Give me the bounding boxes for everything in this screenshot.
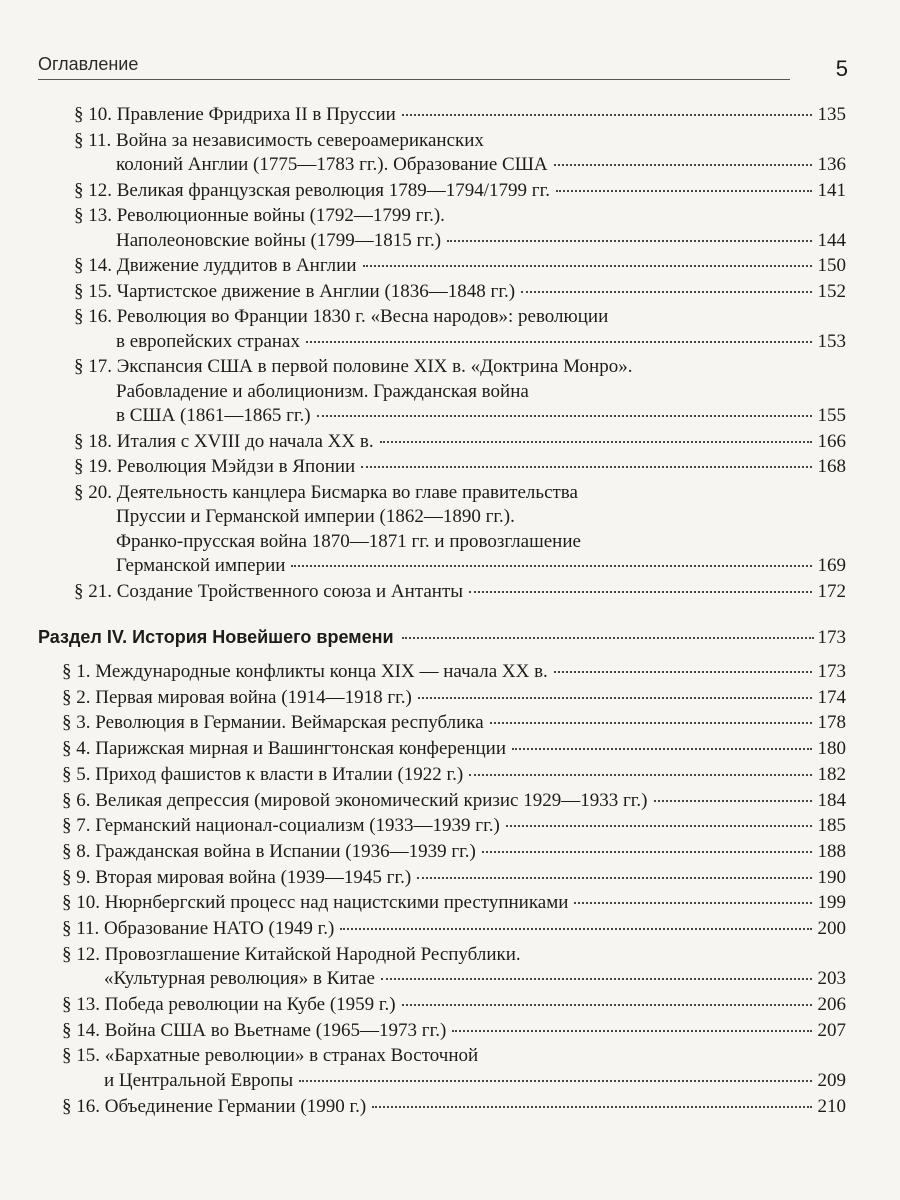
toc-page-number: 207 bbox=[817, 1019, 846, 1041]
dot-leader bbox=[363, 264, 812, 267]
toc-entry-text: § 3. Революция в Германии. Веймарская республика bbox=[62, 712, 484, 734]
dot-leader bbox=[452, 1029, 811, 1032]
toc-entry-text: § 1. Международные конфликты конца XIX — начала XX в. bbox=[62, 661, 548, 682]
dot-leader bbox=[418, 696, 812, 699]
toc-entry-text: § 4. Парижская мирная и Вашингтонская конференции bbox=[62, 738, 507, 760]
toc-entry-last-line bbox=[62, 660, 846, 685]
toc-entry-text: § 13. Революционные войны (1792—1799 гг.). bbox=[74, 205, 445, 226]
toc-entry bbox=[62, 686, 846, 711]
toc-page-number: 166 bbox=[817, 430, 846, 452]
section-page-number: 173 bbox=[817, 627, 846, 648]
toc-page-number: 135 bbox=[817, 104, 846, 125]
running-head-title: Оглавление bbox=[38, 54, 139, 74]
toc-entry bbox=[62, 993, 846, 1018]
toc-entry-last-line bbox=[62, 967, 846, 992]
toc-entry-last-line bbox=[62, 1069, 846, 1094]
toc-entry bbox=[62, 840, 846, 865]
toc-entry bbox=[74, 355, 846, 429]
dot-leader bbox=[317, 414, 812, 417]
toc-entry-last-line bbox=[62, 1095, 846, 1120]
toc-entry-text: § 12. Провозглашение Китайской Народной Республики. bbox=[62, 943, 521, 965]
toc-entry bbox=[62, 943, 846, 992]
toc-entry-last-line bbox=[62, 917, 846, 942]
dot-leader bbox=[306, 340, 812, 343]
dot-leader bbox=[417, 876, 811, 879]
toc-entry-last-line bbox=[74, 330, 846, 355]
toc-page-number: 155 bbox=[817, 405, 846, 426]
dot-leader bbox=[291, 564, 811, 567]
dot-leader bbox=[469, 590, 811, 593]
toc-entry-last-line bbox=[62, 1019, 846, 1044]
toc-entry-text: Франко-прусская война 1870—1871 гг. и провозглашение bbox=[116, 530, 581, 552]
toc-page-number: 178 bbox=[817, 712, 846, 734]
toc-entry bbox=[62, 917, 846, 942]
toc-page-number: 210 bbox=[817, 1095, 846, 1117]
toc-entry bbox=[74, 280, 846, 305]
dot-leader bbox=[506, 824, 812, 827]
toc-entry-text: § 15. «Бархатные революции» в странах Восточной bbox=[62, 1045, 479, 1067]
dot-leader bbox=[381, 977, 812, 980]
toc-entry bbox=[74, 305, 846, 354]
toc-entry-text: § 11. Война за независимость североамериканских bbox=[74, 129, 484, 151]
toc-entry-text: Рабовладение и аболиционизм. Гражданская война bbox=[116, 380, 529, 402]
toc-entry bbox=[74, 179, 846, 204]
dot-leader bbox=[556, 189, 811, 192]
toc-entry-last-line bbox=[74, 229, 846, 254]
toc-entry bbox=[74, 430, 846, 455]
toc-entry-last-line bbox=[62, 686, 846, 711]
toc-entry-last-line bbox=[62, 891, 846, 916]
dot-leader bbox=[372, 1105, 811, 1108]
dot-leader bbox=[402, 1003, 812, 1006]
toc-page-number: 169 bbox=[817, 555, 846, 576]
toc-entry-text: § 20. Деятельность канцлера Бисмарка во главе правительства bbox=[74, 481, 578, 503]
toc-entry-last-line bbox=[74, 254, 846, 279]
toc-page-number: 209 bbox=[817, 1069, 846, 1091]
toc-entry-text: § 21. Создание Тройственного союза и Антанты bbox=[74, 580, 464, 602]
toc-page-number: 190 bbox=[817, 866, 846, 888]
toc-entry bbox=[62, 814, 846, 839]
toc-entry-text: § 2. Первая мировая война (1914—1918 гг.) bbox=[62, 686, 412, 708]
toc-entry-text: § 7. Германский национал-социализм (1933—1939 гг.) bbox=[62, 815, 500, 837]
toc-entry-text: § 13. Победа революции на Кубе (1959 г.) bbox=[62, 993, 396, 1015]
toc-entry-text: § 5. Приход фашистов к власти в Италии (1922 г.) bbox=[62, 763, 464, 785]
toc-entry-text: в США (1861—1865 гг.) bbox=[116, 405, 311, 426]
dot-leader bbox=[361, 465, 811, 468]
toc-entry-text: и Центральной Европы bbox=[104, 1069, 294, 1091]
page-number: 5 bbox=[835, 56, 848, 81]
toc-entry-text: Пруссии и Германской империи (1862—1890 гг.). bbox=[116, 506, 515, 527]
section-title: Раздел IV. История Новейшего времени bbox=[38, 627, 394, 647]
toc-page-number: 174 bbox=[817, 686, 846, 708]
toc-entry-last-line bbox=[62, 840, 846, 865]
toc-entry-text: § 12. Великая французская революция 1789—1794/1799 гг. bbox=[74, 179, 551, 201]
toc-entry bbox=[62, 711, 846, 736]
toc-entry-last-line bbox=[74, 455, 846, 480]
dot-leader bbox=[482, 850, 812, 853]
toc-entry bbox=[62, 737, 846, 762]
toc-page-number: 172 bbox=[817, 580, 846, 602]
toc-entry-text: § 10. Нюрнбергский процесс над нацистскими преступниками bbox=[62, 892, 569, 914]
toc-entry bbox=[62, 1044, 846, 1093]
page-header bbox=[38, 54, 850, 84]
toc-entry bbox=[74, 455, 846, 480]
toc-entry bbox=[62, 891, 846, 916]
toc-entry-text: § 11. Образование НАТО (1949 г.) bbox=[62, 918, 335, 939]
dot-leader bbox=[554, 163, 812, 166]
dot-leader bbox=[490, 721, 812, 724]
toc-entry bbox=[62, 866, 846, 891]
toc-entry-text: § 6. Великая депрессия (мировой экономический кризис 1929—1933 гг.) bbox=[62, 789, 648, 811]
toc-entry-last-line bbox=[62, 737, 846, 762]
toc-entry-last-line bbox=[74, 554, 846, 579]
toc-entry-text: § 9. Вторая мировая война (1939—1945 гг.) bbox=[62, 866, 412, 888]
toc-entry-last-line bbox=[62, 814, 846, 839]
toc-entry bbox=[62, 763, 846, 788]
toc-entry bbox=[62, 1095, 846, 1120]
toc-entry-text: Наполеоновские войны (1799—1815 гг.) bbox=[116, 229, 442, 251]
toc-page-number: 180 bbox=[817, 738, 846, 760]
toc-page-number: 206 bbox=[817, 993, 846, 1015]
toc-page-number: 141 bbox=[817, 179, 846, 201]
toc-entry-text: § 8. Гражданская война в Испании (1936—1939 гг.) bbox=[62, 840, 476, 862]
toc-entry bbox=[74, 204, 846, 253]
toc-entry bbox=[74, 129, 846, 178]
toc-entry-last-line bbox=[74, 103, 846, 128]
toc-entry bbox=[62, 1019, 846, 1044]
toc-entry-text: в европейских странах bbox=[116, 330, 300, 352]
toc-page-number: 200 bbox=[817, 918, 846, 939]
toc-entry-text: § 17. Экспансия США в первой половине XIX в. «Доктрина Монро». bbox=[74, 356, 633, 377]
dot-leader bbox=[512, 747, 811, 750]
toc-entry-last-line bbox=[74, 153, 846, 178]
toc-entry-last-line bbox=[62, 993, 846, 1018]
toc-page-number: 199 bbox=[817, 892, 846, 914]
dot-leader bbox=[402, 636, 814, 639]
toc-entry-text: Германской империи bbox=[116, 555, 286, 576]
toc-entry-text: § 18. Италия с XVIII до начала XX в. bbox=[74, 430, 374, 452]
dot-leader bbox=[469, 773, 811, 776]
toc-entry-last-line bbox=[62, 789, 846, 814]
toc-entry-text: колоний Англии (1775—1783 гг.). Образование США bbox=[116, 154, 548, 175]
toc-page-number: 185 bbox=[817, 815, 846, 837]
toc-page-number: 184 bbox=[817, 789, 846, 811]
toc-entry bbox=[74, 580, 846, 605]
toc-page-number: 152 bbox=[817, 280, 846, 302]
dot-leader bbox=[380, 440, 812, 443]
toc-page-number: 168 bbox=[817, 456, 846, 477]
toc-entry-text: § 10. Правление Фридриха II в Пруссии bbox=[74, 104, 396, 125]
dot-leader bbox=[574, 901, 811, 904]
toc-entry-text: «Культурная революция» в Китае bbox=[104, 968, 375, 990]
toc-page-number: 203 bbox=[817, 968, 846, 990]
header-rule bbox=[38, 79, 790, 80]
toc-entry-last-line bbox=[74, 280, 846, 305]
toc-entry-text: § 19. Революция Мэйдзи в Японии bbox=[74, 456, 356, 477]
toc-entry-last-line bbox=[74, 404, 846, 429]
dot-leader bbox=[521, 290, 811, 293]
toc-entry-text: § 15. Чартистское движение в Англии (1836—1848 гг.) bbox=[74, 280, 516, 302]
toc-page-number: 173 bbox=[817, 661, 846, 682]
dot-leader bbox=[402, 113, 812, 116]
toc-entry bbox=[74, 481, 846, 579]
toc-entry-last-line bbox=[74, 430, 846, 455]
toc-page-number: 188 bbox=[817, 840, 846, 862]
toc-entry-text: § 16. Революция во Франции 1830 г. «Весна народов»: революции bbox=[74, 306, 609, 327]
toc-entry bbox=[62, 789, 846, 814]
toc-entry-last-line bbox=[62, 866, 846, 891]
toc-page-number: 182 bbox=[817, 763, 846, 785]
toc-page-number: 153 bbox=[817, 330, 846, 352]
dot-leader bbox=[299, 1079, 811, 1082]
dot-leader bbox=[554, 670, 812, 673]
toc-entry-text: § 16. Объединение Германии (1990 г.) bbox=[62, 1095, 367, 1117]
toc-page-number: 150 bbox=[817, 255, 846, 276]
toc-entry-text: § 14. Война США во Вьетнаме (1965—1973 гг.) bbox=[62, 1019, 447, 1041]
dot-leader bbox=[340, 927, 811, 930]
toc-entry bbox=[74, 254, 846, 279]
toc-entry-last-line bbox=[62, 763, 846, 788]
toc-entry-last-line bbox=[74, 179, 846, 204]
toc-entry-last-line bbox=[62, 711, 846, 736]
dot-leader bbox=[654, 799, 812, 802]
section-heading bbox=[38, 625, 846, 650]
toc-entry bbox=[74, 103, 846, 128]
toc-page-number: 144 bbox=[817, 229, 846, 251]
toc-entry-last-line bbox=[74, 580, 846, 605]
toc-entry-text: § 14. Движение луддитов в Англии bbox=[74, 255, 357, 276]
toc-entry bbox=[62, 660, 846, 685]
toc-page-number: 136 bbox=[817, 154, 846, 175]
dot-leader bbox=[447, 239, 811, 242]
